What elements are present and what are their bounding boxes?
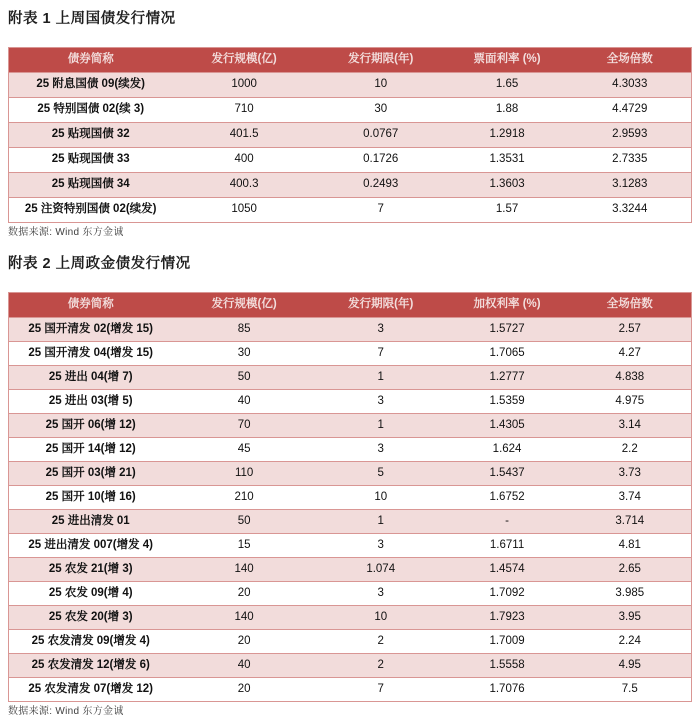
value-cell: 1.6711 bbox=[446, 534, 569, 558]
value-cell: 401.5 bbox=[172, 123, 315, 148]
value-cell: 5 bbox=[316, 462, 446, 486]
value-cell: 1.5558 bbox=[446, 654, 569, 678]
bond-name-cell: 25 国开 14(增 12) bbox=[9, 438, 173, 462]
table1-data-source: 数据来源: Wind 东方金诚 bbox=[8, 227, 124, 238]
value-cell: 10 bbox=[316, 606, 446, 630]
value-cell: 1.3531 bbox=[446, 148, 569, 173]
bond-name-cell: 25 贴现国债 34 bbox=[9, 173, 173, 198]
bond-name-cell: 25 农发 21(增 3) bbox=[9, 558, 173, 582]
value-cell: 140 bbox=[172, 558, 315, 582]
value-cell: 10 bbox=[316, 486, 446, 510]
value-cell: 7 bbox=[316, 198, 446, 223]
value-cell: 4.81 bbox=[569, 534, 692, 558]
column-header: 加权利率 (%) bbox=[446, 293, 569, 318]
table2-data-source: 数据来源: Wind 东方金诚 bbox=[8, 706, 124, 717]
value-cell: 1.7923 bbox=[446, 606, 569, 630]
value-cell: - bbox=[446, 510, 569, 534]
value-cell: 3.714 bbox=[569, 510, 692, 534]
bond-name-cell: 25 进出清发 007(增发 4) bbox=[9, 534, 173, 558]
value-cell: 70 bbox=[172, 414, 315, 438]
value-cell: 1.5727 bbox=[446, 318, 569, 342]
value-cell: 400.3 bbox=[172, 173, 315, 198]
value-cell: 1.88 bbox=[446, 98, 569, 123]
table-row bbox=[9, 342, 692, 366]
bond-name-cell: 25 贴现国债 32 bbox=[9, 123, 173, 148]
value-cell: 2.7335 bbox=[569, 148, 692, 173]
value-cell: 1.2918 bbox=[446, 123, 569, 148]
value-cell: 1050 bbox=[172, 198, 315, 223]
bond-name-cell: 25 国开 03(增 21) bbox=[9, 462, 173, 486]
value-cell: 4.95 bbox=[569, 654, 692, 678]
value-cell: 2.2 bbox=[569, 438, 692, 462]
value-cell: 4.3033 bbox=[569, 73, 692, 98]
column-header: 全场倍数 bbox=[569, 48, 692, 73]
value-cell: 2 bbox=[316, 630, 446, 654]
value-cell: 2.65 bbox=[569, 558, 692, 582]
table-row bbox=[9, 582, 692, 606]
table-row bbox=[9, 462, 692, 486]
bond-name-cell: 25 农发 20(增 3) bbox=[9, 606, 173, 630]
value-cell: 2 bbox=[316, 654, 446, 678]
table-row bbox=[9, 123, 692, 148]
value-cell: 2.24 bbox=[569, 630, 692, 654]
bond-name-cell: 25 特别国债 02(续 3) bbox=[9, 98, 173, 123]
treasury-bond-table bbox=[8, 47, 692, 223]
column-header: 发行期限(年) bbox=[316, 293, 446, 318]
value-cell: 1 bbox=[316, 366, 446, 390]
table-row bbox=[9, 318, 692, 342]
value-cell: 3.73 bbox=[569, 462, 692, 486]
value-cell: 1.3603 bbox=[446, 173, 569, 198]
bond-name-cell: 25 贴现国债 33 bbox=[9, 148, 173, 173]
table-row bbox=[9, 98, 692, 123]
column-header: 债券简称 bbox=[9, 48, 173, 73]
table-row bbox=[9, 510, 692, 534]
bond-name-cell: 25 进出清发 01 bbox=[9, 510, 173, 534]
column-header: 票面利率 (%) bbox=[446, 48, 569, 73]
value-cell: 30 bbox=[316, 98, 446, 123]
value-cell: 4.27 bbox=[569, 342, 692, 366]
value-cell: 2.57 bbox=[569, 318, 692, 342]
value-cell: 3.985 bbox=[569, 582, 692, 606]
value-cell: 1.4305 bbox=[446, 414, 569, 438]
value-cell: 30 bbox=[172, 342, 315, 366]
table-row bbox=[9, 73, 692, 98]
value-cell: 3.14 bbox=[569, 414, 692, 438]
value-cell: 0.1726 bbox=[316, 148, 446, 173]
column-header: 债券简称 bbox=[9, 293, 173, 318]
value-cell: 140 bbox=[172, 606, 315, 630]
value-cell: 3.3244 bbox=[569, 198, 692, 223]
value-cell: 15 bbox=[172, 534, 315, 558]
value-cell: 1.5437 bbox=[446, 462, 569, 486]
table-row bbox=[9, 534, 692, 558]
value-cell: 4.838 bbox=[569, 366, 692, 390]
value-cell: 50 bbox=[172, 366, 315, 390]
bond-name-cell: 25 农发清发 12(增发 6) bbox=[9, 654, 173, 678]
table1-header bbox=[9, 48, 692, 73]
value-cell: 40 bbox=[172, 654, 315, 678]
value-cell: 1.7092 bbox=[446, 582, 569, 606]
treasury-bond-section bbox=[8, 10, 692, 239]
bond-name-cell: 25 进出 04(增 7) bbox=[9, 366, 173, 390]
column-header: 发行规模(亿) bbox=[172, 48, 315, 73]
value-cell: 1.624 bbox=[446, 438, 569, 462]
table1-title: 附表 1 上周国债发行情况 bbox=[8, 11, 176, 27]
value-cell: 1.7065 bbox=[446, 342, 569, 366]
header-row bbox=[9, 293, 692, 318]
value-cell: 110 bbox=[172, 462, 315, 486]
value-cell: 1.2777 bbox=[446, 366, 569, 390]
value-cell: 710 bbox=[172, 98, 315, 123]
table1-body bbox=[9, 73, 692, 223]
table2-title: 附表 2 上周政金债发行情况 bbox=[8, 256, 191, 272]
column-header: 全场倍数 bbox=[569, 293, 692, 318]
value-cell: 400 bbox=[172, 148, 315, 173]
value-cell: 20 bbox=[172, 630, 315, 654]
value-cell: 7 bbox=[316, 678, 446, 702]
value-cell: 1.074 bbox=[316, 558, 446, 582]
table2-header bbox=[9, 293, 692, 318]
bond-name-cell: 25 国开清发 04(增发 15) bbox=[9, 342, 173, 366]
table-row bbox=[9, 414, 692, 438]
value-cell: 1 bbox=[316, 510, 446, 534]
table-row bbox=[9, 606, 692, 630]
value-cell: 1.57 bbox=[446, 198, 569, 223]
value-cell: 85 bbox=[172, 318, 315, 342]
value-cell: 7 bbox=[316, 342, 446, 366]
table-row bbox=[9, 678, 692, 702]
value-cell: 50 bbox=[172, 510, 315, 534]
value-cell: 1.65 bbox=[446, 73, 569, 98]
value-cell: 2.9593 bbox=[569, 123, 692, 148]
bond-name-cell: 25 农发 09(增 4) bbox=[9, 582, 173, 606]
column-header: 发行规模(亿) bbox=[172, 293, 315, 318]
value-cell: 1.7076 bbox=[446, 678, 569, 702]
table-row bbox=[9, 173, 692, 198]
value-cell: 1.5359 bbox=[446, 390, 569, 414]
value-cell: 3 bbox=[316, 390, 446, 414]
value-cell: 3 bbox=[316, 318, 446, 342]
policy-bank-bond-section bbox=[8, 255, 692, 718]
value-cell: 20 bbox=[172, 582, 315, 606]
table-row bbox=[9, 558, 692, 582]
bond-name-cell: 25 农发清发 09(增发 4) bbox=[9, 630, 173, 654]
value-cell: 3 bbox=[316, 438, 446, 462]
value-cell: 1.4574 bbox=[446, 558, 569, 582]
table-row bbox=[9, 486, 692, 510]
table-row bbox=[9, 630, 692, 654]
bond-name-cell: 25 附息国债 09(续发) bbox=[9, 73, 173, 98]
value-cell: 40 bbox=[172, 390, 315, 414]
bond-name-cell: 25 进出 03(增 5) bbox=[9, 390, 173, 414]
value-cell: 1000 bbox=[172, 73, 315, 98]
table-row bbox=[9, 198, 692, 223]
bond-name-cell: 25 国开 06(增 12) bbox=[9, 414, 173, 438]
policy-bank-bond-table bbox=[8, 292, 692, 702]
table-row bbox=[9, 148, 692, 173]
value-cell: 3.95 bbox=[569, 606, 692, 630]
value-cell: 4.975 bbox=[569, 390, 692, 414]
table-row bbox=[9, 366, 692, 390]
table-row bbox=[9, 390, 692, 414]
table-row bbox=[9, 654, 692, 678]
bond-name-cell: 25 注资特别国债 02(续发) bbox=[9, 198, 173, 223]
value-cell: 0.0767 bbox=[316, 123, 446, 148]
value-cell: 1.6752 bbox=[446, 486, 569, 510]
table-row bbox=[9, 438, 692, 462]
value-cell: 3.1283 bbox=[569, 173, 692, 198]
value-cell: 10 bbox=[316, 73, 446, 98]
value-cell: 3.74 bbox=[569, 486, 692, 510]
value-cell: 7.5 bbox=[569, 678, 692, 702]
header-row bbox=[9, 48, 692, 73]
value-cell: 45 bbox=[172, 438, 315, 462]
value-cell: 20 bbox=[172, 678, 315, 702]
value-cell: 1.7009 bbox=[446, 630, 569, 654]
bond-name-cell: 25 农发清发 07(增发 12) bbox=[9, 678, 173, 702]
value-cell: 4.4729 bbox=[569, 98, 692, 123]
value-cell: 210 bbox=[172, 486, 315, 510]
value-cell: 0.2493 bbox=[316, 173, 446, 198]
value-cell: 3 bbox=[316, 582, 446, 606]
value-cell: 3 bbox=[316, 534, 446, 558]
bond-name-cell: 25 国开 10(增 16) bbox=[9, 486, 173, 510]
bond-name-cell: 25 国开清发 02(增发 15) bbox=[9, 318, 173, 342]
column-header: 发行期限(年) bbox=[316, 48, 446, 73]
value-cell: 1 bbox=[316, 414, 446, 438]
table2-body bbox=[9, 318, 692, 702]
